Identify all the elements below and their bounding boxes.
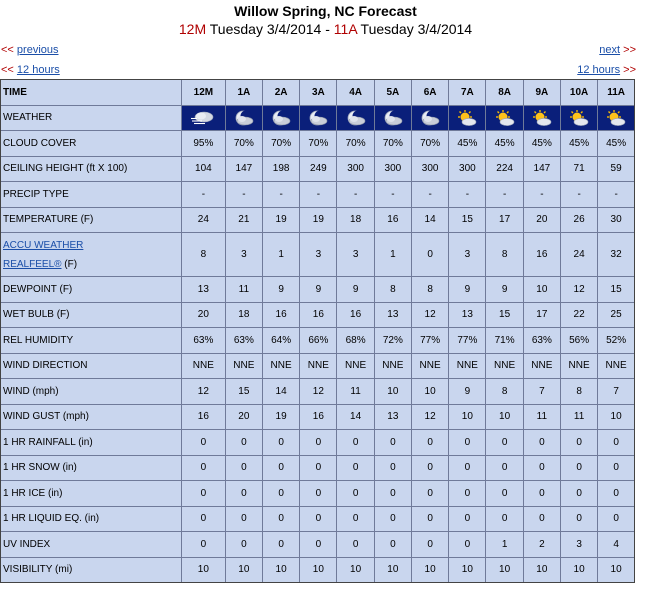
ice-value: 0 <box>226 481 263 507</box>
ceiling-height-value: 300 <box>449 157 486 183</box>
cloud-cover-value: 45% <box>449 131 486 157</box>
wind-direction-value: NNE <box>561 354 598 380</box>
row-realfeel <box>1 233 634 277</box>
wind-value: 12 <box>300 379 337 405</box>
wind-value: 14 <box>263 379 300 405</box>
temperature-value: 20 <box>524 208 561 234</box>
row-dewpoint <box>1 277 634 303</box>
ceiling-height-value: 300 <box>412 157 449 183</box>
wind-direction-value: NNE <box>300 354 337 380</box>
moon-cloud-icon <box>226 106 263 132</box>
wet-bulb-value: 16 <box>337 303 374 329</box>
cloud-cover-label: CLOUD COVER <box>1 131 182 157</box>
snow-value: 0 <box>226 456 263 482</box>
uv-index-value: 3 <box>561 532 598 558</box>
snow-value: 0 <box>449 456 486 482</box>
time-label: TIME <box>1 80 182 106</box>
moon-cloud-icon <box>412 106 449 132</box>
snow-value: 0 <box>524 456 561 482</box>
row-weather <box>1 106 634 132</box>
previous-link[interactable]: previous <box>16 44 59 56</box>
wind-gust-value: 11 <box>524 405 561 431</box>
liquid-eq-value: 0 <box>226 507 263 533</box>
wet-bulb-value: 18 <box>226 303 263 329</box>
uv-index-value: 0 <box>375 532 412 558</box>
hour-header: 8A <box>486 80 523 106</box>
cloud-cover-value: 70% <box>300 131 337 157</box>
wind-value: 12 <box>182 379 226 405</box>
ceiling-height-value: 300 <box>337 157 374 183</box>
wind-direction-value: NNE <box>412 354 449 380</box>
precip-type-value: - <box>561 182 598 208</box>
realfeel-unit: (F) <box>61 258 78 270</box>
wind-gust-value: 10 <box>598 405 634 431</box>
wind-gust-value: 16 <box>182 405 226 431</box>
row-liquid-eq <box>1 507 634 533</box>
dewpoint-value: 9 <box>449 277 486 303</box>
ceiling-height-value: 59 <box>598 157 634 183</box>
temperature-value: 16 <box>375 208 412 234</box>
row-cloud-cover <box>1 131 634 157</box>
page-title: Willow Spring, NC Forecast <box>234 3 417 19</box>
wind-direction-value: NNE <box>598 354 634 380</box>
wet-bulb-value: 13 <box>375 303 412 329</box>
uv-index-value: 2 <box>524 532 561 558</box>
ice-value: 0 <box>375 481 412 507</box>
wind-value: 8 <box>561 379 598 405</box>
sun-cloud-icon <box>486 106 523 132</box>
row-ice <box>1 481 634 507</box>
liquid-eq-value: 0 <box>561 507 598 533</box>
hour-header: 4A <box>337 80 374 106</box>
hour-header: 5A <box>375 80 412 106</box>
ceiling-height-value: 249 <box>300 157 337 183</box>
moon-cloud-icon <box>263 106 300 132</box>
realfeel-value: 3 <box>449 233 486 277</box>
range-end-hour: 11A <box>333 21 357 37</box>
liquid-eq-value: 0 <box>524 507 561 533</box>
wet-bulb-value: 22 <box>561 303 598 329</box>
rainfall-value: 0 <box>300 430 337 456</box>
row-visibility <box>1 558 634 583</box>
wet-bulb-value: 13 <box>449 303 486 329</box>
next12-arrows: >> <box>623 64 636 76</box>
nav-previous <box>1 44 59 56</box>
rainfall-label: 1 HR RAINFALL (in) <box>1 430 182 456</box>
wind-gust-value: 11 <box>561 405 598 431</box>
wind-gust-value: 14 <box>337 405 374 431</box>
row-rainfall <box>1 430 634 456</box>
rainfall-value: 0 <box>226 430 263 456</box>
ceiling-height-label: CEILING HEIGHT (ft X 100) <box>1 157 182 183</box>
wind-gust-value: 20 <box>226 405 263 431</box>
uv-index-value: 0 <box>412 532 449 558</box>
realfeel-value: 1 <box>263 233 300 277</box>
wet-bulb-value: 17 <box>524 303 561 329</box>
prev-arrows: << <box>1 44 14 56</box>
precip-type-value: - <box>263 182 300 208</box>
cloud-cover-value: 45% <box>524 131 561 157</box>
uv-index-value: 0 <box>226 532 263 558</box>
liquid-eq-value: 0 <box>263 507 300 533</box>
temperature-label: TEMPERATURE (F) <box>1 208 182 234</box>
visibility-value: 10 <box>182 558 226 583</box>
uv-index-value: 0 <box>449 532 486 558</box>
temperature-value: 26 <box>561 208 598 234</box>
liquid-eq-value: 0 <box>598 507 634 533</box>
visibility-value: 10 <box>263 558 300 583</box>
rel-humidity-value: 66% <box>300 328 337 354</box>
dewpoint-value: 9 <box>263 277 300 303</box>
wet-bulb-value: 16 <box>263 303 300 329</box>
row-snow <box>1 456 634 482</box>
wind-value: 10 <box>412 379 449 405</box>
rel-humidity-value: 56% <box>561 328 598 354</box>
ceiling-height-value: 224 <box>486 157 523 183</box>
cloud-cover-value: 70% <box>263 131 300 157</box>
temperature-value: 14 <box>412 208 449 234</box>
wet-bulb-label: WET BULB (F) <box>1 303 182 329</box>
visibility-value: 10 <box>300 558 337 583</box>
ice-label: 1 HR ICE (in) <box>1 481 182 507</box>
wind-direction-value: NNE <box>337 354 374 380</box>
realfeel-value: 8 <box>486 233 523 277</box>
rainfall-value: 0 <box>524 430 561 456</box>
wet-bulb-value: 16 <box>300 303 337 329</box>
rel-humidity-value: 71% <box>486 328 523 354</box>
sun-cloud-icon <box>598 106 634 132</box>
sun-cloud-icon <box>524 106 561 132</box>
forecast-table <box>0 79 635 583</box>
realfeel-value: 1 <box>375 233 412 277</box>
wet-bulb-value: 20 <box>182 303 226 329</box>
rainfall-value: 0 <box>375 430 412 456</box>
realfeel-value: 3 <box>300 233 337 277</box>
dewpoint-value: 15 <box>598 277 634 303</box>
wet-bulb-value: 15 <box>486 303 523 329</box>
hour-header: 6A <box>412 80 449 106</box>
liquid-eq-value: 0 <box>182 507 226 533</box>
temperature-value: 24 <box>182 208 226 234</box>
precip-type-value: - <box>524 182 561 208</box>
ceiling-height-value: 71 <box>561 157 598 183</box>
liquid-eq-value: 0 <box>486 507 523 533</box>
wet-bulb-value: 12 <box>412 303 449 329</box>
liquid-eq-value: 0 <box>412 507 449 533</box>
liquid-eq-value: 0 <box>300 507 337 533</box>
hour-header: 11A <box>598 80 634 106</box>
snow-value: 0 <box>263 456 300 482</box>
cloud-cover-value: 70% <box>337 131 374 157</box>
cloud-cover-value: 95% <box>182 131 226 157</box>
ice-value: 0 <box>337 481 374 507</box>
cloud-cover-value: 70% <box>226 131 263 157</box>
rainfall-value: 0 <box>182 430 226 456</box>
dewpoint-value: 13 <box>182 277 226 303</box>
ice-value: 0 <box>524 481 561 507</box>
hour-header: 10A <box>561 80 598 106</box>
wind-gust-value: 19 <box>263 405 300 431</box>
wind-value: 9 <box>449 379 486 405</box>
visibility-value: 10 <box>375 558 412 583</box>
snow-value: 0 <box>300 456 337 482</box>
rel-humidity-value: 68% <box>337 328 374 354</box>
rel-humidity-value: 64% <box>263 328 300 354</box>
dewpoint-value: 9 <box>486 277 523 303</box>
dewpoint-value: 11 <box>226 277 263 303</box>
ceiling-height-value: 300 <box>375 157 412 183</box>
hour-header: 3A <box>300 80 337 106</box>
row-wind-direction <box>1 354 634 380</box>
wind-gust-value: 13 <box>375 405 412 431</box>
temperature-value: 15 <box>449 208 486 234</box>
ice-value: 0 <box>598 481 634 507</box>
windy-cloud-icon <box>182 106 226 132</box>
snow-value: 0 <box>486 456 523 482</box>
ceiling-height-value: 198 <box>263 157 300 183</box>
wind-direction-value: NNE <box>263 354 300 380</box>
rel-humidity-value: 52% <box>598 328 634 354</box>
accuweather-link[interactable]: ACCU WEATHER <box>3 239 84 251</box>
uv-index-value: 1 <box>486 532 523 558</box>
uv-index-value: 0 <box>337 532 374 558</box>
next-12-hours-link[interactable]: 12 hours <box>577 64 621 76</box>
row-wind-gust <box>1 405 634 431</box>
rel-humidity-value: 77% <box>412 328 449 354</box>
wind-direction-value: NNE <box>486 354 523 380</box>
wind-gust-value: 16 <box>300 405 337 431</box>
precip-type-value: - <box>449 182 486 208</box>
snow-value: 0 <box>561 456 598 482</box>
ceiling-height-value: 104 <box>182 157 226 183</box>
realfeel-value: 16 <box>524 233 561 277</box>
wind-direction-value: NNE <box>375 354 412 380</box>
liquid-eq-value: 0 <box>449 507 486 533</box>
uv-index-value: 0 <box>182 532 226 558</box>
ice-value: 0 <box>300 481 337 507</box>
wind-direction-value: NNE <box>182 354 226 380</box>
rainfall-value: 0 <box>412 430 449 456</box>
previous-12-hours-link[interactable]: 12 hours <box>16 64 60 76</box>
sun-cloud-icon <box>449 106 486 132</box>
dewpoint-value: 9 <box>300 277 337 303</box>
rainfall-value: 0 <box>337 430 374 456</box>
wind-gust-value: 12 <box>412 405 449 431</box>
visibility-value: 10 <box>449 558 486 583</box>
temperature-value: 19 <box>300 208 337 234</box>
wind-gust-value: 10 <box>449 405 486 431</box>
precip-type-value: - <box>226 182 263 208</box>
visibility-label: VISIBILITY (mi) <box>1 558 182 583</box>
snow-value: 0 <box>375 456 412 482</box>
moon-cloud-icon <box>300 106 337 132</box>
liquid-eq-label: 1 HR LIQUID EQ. (in) <box>1 507 182 533</box>
rainfall-value: 0 <box>486 430 523 456</box>
dewpoint-value: 9 <box>337 277 374 303</box>
prev12-arrows: << <box>1 64 14 76</box>
visibility-value: 10 <box>337 558 374 583</box>
weather-label: WEATHER <box>1 106 182 132</box>
rainfall-value: 0 <box>263 430 300 456</box>
cloud-cover-value: 45% <box>561 131 598 157</box>
snow-value: 0 <box>182 456 226 482</box>
hour-header: 12M <box>182 80 226 106</box>
row-precip-type <box>1 182 634 208</box>
realfeel-value: 3 <box>337 233 374 277</box>
rel-humidity-value: 77% <box>449 328 486 354</box>
wind-direction-value: NNE <box>524 354 561 380</box>
row-ceiling-height <box>1 157 634 183</box>
visibility-value: 10 <box>524 558 561 583</box>
precip-type-value: - <box>182 182 226 208</box>
uv-index-label: UV INDEX <box>1 532 182 558</box>
liquid-eq-value: 0 <box>375 507 412 533</box>
row-rel-humidity <box>1 328 634 354</box>
ice-value: 0 <box>561 481 598 507</box>
temperature-value: 18 <box>337 208 374 234</box>
ice-value: 0 <box>412 481 449 507</box>
rel-humidity-value: 63% <box>524 328 561 354</box>
forecast-range <box>0 21 651 37</box>
wind-gust-label: WIND GUST (mph) <box>1 405 182 431</box>
wind-direction-label: WIND DIRECTION <box>1 354 182 380</box>
precip-type-value: - <box>375 182 412 208</box>
hour-header: 2A <box>263 80 300 106</box>
precip-type-value: - <box>486 182 523 208</box>
wind-gust-value: 10 <box>486 405 523 431</box>
precip-type-value: - <box>337 182 374 208</box>
moon-cloud-icon <box>337 106 374 132</box>
visibility-value: 10 <box>412 558 449 583</box>
liquid-eq-value: 0 <box>337 507 374 533</box>
dewpoint-value: 10 <box>524 277 561 303</box>
cloud-cover-value: 45% <box>486 131 523 157</box>
ice-value: 0 <box>263 481 300 507</box>
row-wind <box>1 379 634 405</box>
ice-value: 0 <box>182 481 226 507</box>
visibility-value: 10 <box>561 558 598 583</box>
snow-value: 0 <box>337 456 374 482</box>
rel-humidity-label: REL HUMIDITY <box>1 328 182 354</box>
wind-value: 8 <box>486 379 523 405</box>
range-separator: - <box>325 21 330 37</box>
nav-previous-12-hours <box>1 64 60 76</box>
rel-humidity-value: 63% <box>226 328 263 354</box>
next-link[interactable]: next <box>599 44 621 56</box>
uv-index-value: 0 <box>263 532 300 558</box>
realfeel-label <box>1 233 182 277</box>
ice-value: 0 <box>486 481 523 507</box>
range-start-hour: 12M <box>178 21 207 37</box>
rainfall-value: 0 <box>449 430 486 456</box>
wind-value: 7 <box>524 379 561 405</box>
realfeel-value: 0 <box>412 233 449 277</box>
wind-value: 10 <box>375 379 412 405</box>
dewpoint-value: 8 <box>375 277 412 303</box>
dewpoint-value: 8 <box>412 277 449 303</box>
next-arrows: >> <box>623 44 636 56</box>
nav-next-12-hours <box>577 64 636 76</box>
row-wet-bulb <box>1 303 634 329</box>
precip-type-value: - <box>598 182 634 208</box>
rainfall-value: 0 <box>598 430 634 456</box>
cloud-cover-value: 70% <box>375 131 412 157</box>
hour-header: 7A <box>449 80 486 106</box>
uv-index-value: 0 <box>300 532 337 558</box>
ceiling-height-value: 147 <box>226 157 263 183</box>
row-time <box>1 80 634 106</box>
visibility-value: 10 <box>226 558 263 583</box>
snow-value: 0 <box>598 456 634 482</box>
row-temperature <box>1 208 634 234</box>
rel-humidity-value: 63% <box>182 328 226 354</box>
precip-type-value: - <box>300 182 337 208</box>
visibility-value: 10 <box>486 558 523 583</box>
wind-value: 7 <box>598 379 634 405</box>
nav-next <box>599 44 636 56</box>
uv-index-value: 4 <box>598 532 634 558</box>
range-end-date: Tuesday 3/4/2014 <box>360 21 473 37</box>
wind-value: 15 <box>226 379 263 405</box>
ceiling-height-value: 147 <box>524 157 561 183</box>
precip-type-label: PRECIP TYPE <box>1 182 182 208</box>
sun-cloud-icon <box>561 106 598 132</box>
moon-cloud-icon <box>375 106 412 132</box>
temperature-value: 21 <box>226 208 263 234</box>
row-uv-index <box>1 532 634 558</box>
realfeel-value: 32 <box>598 233 634 277</box>
rel-humidity-value: 72% <box>375 328 412 354</box>
cloud-cover-value: 70% <box>412 131 449 157</box>
snow-label: 1 HR SNOW (in) <box>1 456 182 482</box>
rainfall-value: 0 <box>561 430 598 456</box>
hour-header: 1A <box>226 80 263 106</box>
realfeel-value: 3 <box>226 233 263 277</box>
wet-bulb-value: 25 <box>598 303 634 329</box>
visibility-value: 10 <box>598 558 634 583</box>
temperature-value: 17 <box>486 208 523 234</box>
temperature-value: 30 <box>598 208 634 234</box>
realfeel-value: 24 <box>561 233 598 277</box>
cloud-cover-value: 45% <box>598 131 634 157</box>
hour-header: 9A <box>524 80 561 106</box>
snow-value: 0 <box>412 456 449 482</box>
wind-value: 11 <box>337 379 374 405</box>
wind-label: WIND (mph) <box>1 379 182 405</box>
wind-direction-value: NNE <box>226 354 263 380</box>
precip-type-value: - <box>412 182 449 208</box>
dewpoint-label: DEWPOINT (F) <box>1 277 182 303</box>
dewpoint-value: 12 <box>561 277 598 303</box>
range-start-date: Tuesday 3/4/2014 <box>209 21 322 37</box>
ice-value: 0 <box>449 481 486 507</box>
realfeel-link[interactable]: REALFEEL® <box>3 258 62 270</box>
wind-direction-value: NNE <box>449 354 486 380</box>
realfeel-value: 8 <box>182 233 226 277</box>
temperature-value: 19 <box>263 208 300 234</box>
